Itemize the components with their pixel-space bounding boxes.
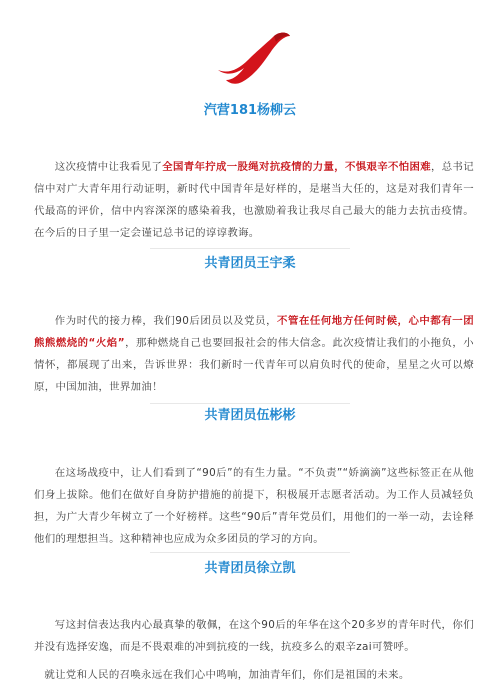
text-run: 作为时代的接力棒，我们90后团员以及党员， bbox=[54, 315, 278, 327]
text-run: 这次疫情中让我看见了 bbox=[54, 161, 163, 173]
section-heading: 共青团员王宇柔 bbox=[204, 256, 296, 271]
message-section bbox=[0, 256, 500, 398]
highlighted-text: 全国青年拧成一股绳对抗疫情的力量，不惧艰辛不怕困难 bbox=[162, 161, 432, 173]
message-section bbox=[0, 103, 500, 244]
red-ribbon-icon bbox=[214, 30, 292, 86]
section-heading: 汽营181杨柳云 bbox=[203, 103, 297, 118]
message-section bbox=[0, 408, 500, 550]
section-heading: 共青团员伍彬彬 bbox=[204, 408, 296, 423]
section-divider bbox=[150, 248, 350, 249]
text-run: ，总书记信中对广大青年用行动证明，新时代中国青年是好样的，是堪当大任的，这是对我们青年一代最高的评价，信中内容深深的感染着我，也激励着我让我尽自己最大的能力去抗击疫情。在今后的日子里一定会谨记总书记的谆谆教诲。 bbox=[34, 161, 475, 239]
section-paragraph bbox=[34, 156, 474, 244]
section-divider bbox=[150, 403, 350, 404]
text-run: 写这封信表达我内心最真挚的敬佩，在这个90后的年华在这个20多岁的青年时代，你们并没有选择安逸，而是不畏艰难的冲到抗疫的一线，抗疫多么的艰辛zai可赞呼。 bbox=[34, 619, 474, 653]
message-section bbox=[0, 561, 500, 686]
section-divider bbox=[150, 552, 350, 553]
section-heading: 共青团员徐立凯 bbox=[204, 561, 296, 576]
text-run: 就让党和人民的召唤永远在我们心中鸣响，加油青年们，你们是祖国的未来。 bbox=[44, 669, 410, 681]
section-paragraph bbox=[34, 614, 474, 658]
section-paragraph bbox=[34, 664, 474, 686]
section-paragraph bbox=[34, 310, 474, 398]
text-run: ，那种燃烧自己也要回报社会的伟大信念。此次疫情让我们的小拖负，小情怀，都展现了出来，告诉世界：我们新时一代青年可以肩负时代的使命，星星之火可以燎原，中国加油，世界加油！ bbox=[34, 337, 475, 393]
section-paragraph bbox=[34, 462, 474, 550]
highlighted-text: 不管在任何地方任何时候，心中都有一团熊熊燃烧的“火焰” bbox=[34, 315, 474, 349]
text-run: 在这场战疫中，让人们看到了“90后”的有生力量。“不负责”“娇滴滴”这些标签正在从他们身上拔除。他们在做好自身防护措施的前提下，积极展开志愿者活动。为工作人员减轻负担，为广大青少年树立了一个好榜样。这些“90后”青年党员们，用他们的一举一动，去诠释他们的理想担当。这种精神也应成为众多团员的学习的方向。 bbox=[34, 467, 474, 545]
